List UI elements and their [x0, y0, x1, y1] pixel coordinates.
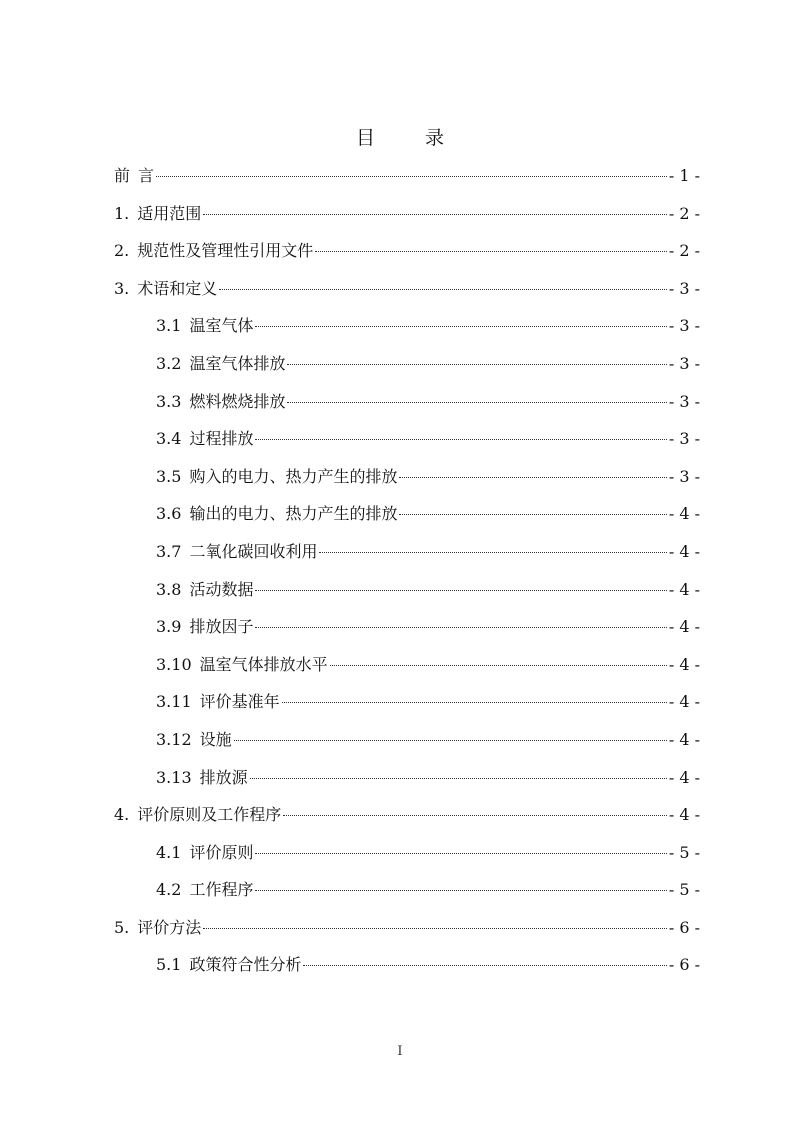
toc-entry[interactable] — [114, 350, 700, 388]
toc-entry-label — [114, 200, 201, 228]
toc-entry-number: 3.12 — [156, 729, 192, 749]
toc-entry-page: - 4 - — [668, 617, 700, 637]
toc-entry-label — [156, 388, 285, 416]
toc-entry-text: 温室气体排放 — [189, 353, 286, 373]
dot-leader — [255, 439, 666, 440]
toc-entry-text: 排放源 — [199, 767, 248, 787]
toc-entry-number: 3. — [114, 278, 130, 298]
toc-entry-label — [114, 237, 313, 265]
toc-entry-page: - 4 - — [668, 805, 700, 825]
dot-leader — [319, 552, 666, 553]
toc-entry-label — [156, 312, 253, 340]
toc-entry-label — [156, 651, 328, 679]
dot-leader — [330, 665, 667, 666]
toc-entry-page: - 3 - — [668, 391, 700, 411]
toc-entry-page: - 4 - — [668, 541, 700, 561]
toc-entry-page: - 3 - — [668, 466, 700, 486]
toc-entry-label — [156, 764, 248, 792]
toc-entry-text: 评价基准年 — [199, 692, 280, 712]
dot-leader — [399, 477, 666, 478]
dot-leader — [283, 815, 667, 816]
toc-entry-page: - 2 - — [668, 203, 700, 223]
toc-entry-text: 二氧化碳回收利用 — [189, 541, 318, 561]
dot-leader — [250, 778, 667, 779]
dot-leader — [282, 702, 667, 703]
toc-entry-number: 2. — [114, 241, 130, 261]
toc-entry-page: - 5 - — [668, 880, 700, 900]
toc-entry-label — [156, 425, 253, 453]
toc-entry-page: - 3 - — [668, 429, 700, 449]
toc-entry-page: - 4 - — [668, 579, 700, 599]
toc-entry-label — [156, 726, 232, 754]
dot-leader — [219, 289, 667, 290]
dot-leader — [315, 251, 667, 252]
toc-entry[interactable] — [114, 576, 700, 614]
toc-entry-number: 3.6 — [156, 504, 182, 524]
toc-entry-page: - 1 - — [668, 166, 700, 185]
dot-leader — [287, 402, 666, 403]
toc-entry-number: 3.10 — [156, 654, 192, 674]
dot-leader — [399, 514, 666, 515]
toc-entry-label — [156, 876, 253, 904]
toc-entry-number: 4.1 — [156, 842, 182, 862]
toc-entry-page: - 4 - — [668, 504, 700, 524]
toc-entry-text: 温室气体 — [189, 316, 254, 336]
toc-entry[interactable] — [114, 801, 700, 839]
toc-entry-text: 评价原则 — [189, 842, 254, 862]
toc-entry-text: 工作程序 — [189, 880, 254, 900]
toc-entry-text: 燃料燃烧排放 — [189, 391, 286, 411]
toc-entry-label — [156, 350, 285, 378]
toc-entry-page: - 3 - — [668, 278, 700, 298]
toc-entry-number: 3.13 — [156, 767, 192, 787]
toc-entry[interactable] — [114, 312, 700, 350]
dot-leader — [255, 326, 666, 327]
toc-entry-text: 购入的电力、热力产生的排放 — [189, 466, 398, 486]
toc-entry[interactable] — [114, 237, 700, 275]
toc-entry[interactable] — [114, 876, 700, 914]
toc-entry-label — [156, 463, 397, 491]
dot-leader — [255, 627, 666, 628]
toc-entry-page: - 4 - — [668, 729, 700, 749]
toc-entry-number: 5. — [114, 917, 130, 937]
toc-entry-number: 1. — [114, 203, 130, 223]
toc-entry-page: - 5 - — [668, 842, 700, 862]
toc-entry-label — [156, 688, 280, 716]
toc-entry-page: - 3 - — [668, 353, 700, 373]
dot-leader — [303, 965, 666, 966]
dot-leader — [255, 590, 666, 591]
toc-list — [114, 162, 700, 989]
toc-entry-number: 3.7 — [156, 541, 182, 561]
dot-leader — [255, 853, 666, 854]
toc-entry-label — [156, 613, 253, 641]
toc-entry-number: 3.1 — [156, 316, 182, 336]
toc-entry-text: 评价原则及工作程序 — [137, 805, 282, 825]
toc-entry-label — [114, 162, 154, 190]
toc-entry[interactable] — [114, 613, 700, 651]
toc-entry-number: 3.9 — [156, 617, 182, 637]
toc-entry-page: - 2 - — [668, 241, 700, 261]
toc-entry-label — [156, 500, 397, 528]
toc-entry-number: 5.1 — [156, 955, 182, 975]
toc-entry[interactable] — [114, 538, 700, 576]
toc-entry-label — [156, 839, 253, 867]
toc-entry-label — [114, 801, 281, 829]
toc-entry-page: - 6 - — [668, 917, 700, 937]
toc-entry-text: 言 — [138, 166, 155, 185]
dot-leader — [156, 176, 667, 177]
toc-entry-text: 活动数据 — [189, 579, 254, 599]
toc-entry[interactable] — [114, 839, 700, 877]
toc-entry[interactable] — [114, 500, 700, 538]
toc-entry-number: 3.2 — [156, 353, 182, 373]
dot-leader — [287, 364, 666, 365]
toc-entry-number: 前 — [114, 166, 131, 185]
toc-entry[interactable] — [114, 651, 700, 689]
page-number: I — [397, 1044, 403, 1059]
toc-entry[interactable] — [114, 162, 700, 200]
toc-entry[interactable] — [114, 275, 700, 313]
toc-entry[interactable] — [114, 425, 700, 463]
toc-entry[interactable] — [114, 688, 700, 726]
toc-entry-text: 排放因子 — [189, 617, 254, 637]
toc-entry-number: 3.11 — [156, 692, 192, 712]
toc-entry[interactable] — [114, 463, 700, 501]
toc-entry-label — [114, 275, 217, 303]
dot-leader — [203, 214, 667, 215]
toc-entry-text: 温室气体排放水平 — [199, 654, 328, 674]
toc-entry-page: - 3 - — [668, 316, 700, 336]
toc-title: 目 录 — [355, 127, 467, 149]
toc-entry-label — [156, 576, 253, 604]
toc-entry[interactable] — [114, 914, 700, 952]
toc-entry-number: 3.5 — [156, 466, 182, 486]
toc-entry-page: - 4 - — [668, 654, 700, 674]
toc-entry-number: 3.3 — [156, 391, 182, 411]
toc-entry[interactable] — [114, 200, 700, 238]
toc-entry-text: 政策符合性分析 — [189, 955, 302, 975]
toc-entry-text: 适用范围 — [137, 203, 202, 223]
dot-leader — [234, 740, 667, 741]
toc-entry-page: - 4 - — [668, 692, 700, 712]
toc-entry-text: 规范性及管理性引用文件 — [137, 241, 314, 261]
dot-leader — [255, 890, 666, 891]
toc-entry-text: 评价方法 — [137, 917, 202, 937]
toc-entry-label — [114, 914, 201, 942]
toc-entry-number: 4.2 — [156, 880, 182, 900]
toc-entry-label — [156, 538, 317, 566]
toc-entry-number: 4. — [114, 805, 130, 825]
toc-entry-number: 3.8 — [156, 579, 182, 599]
toc-entry-number: 3.4 — [156, 429, 182, 449]
toc-entry-text: 输出的电力、热力产生的排放 — [189, 504, 398, 524]
toc-entry-label — [156, 951, 301, 979]
toc-entry[interactable] — [114, 764, 700, 802]
toc-entry[interactable] — [114, 951, 700, 989]
toc-entry-text: 设施 — [199, 729, 232, 749]
toc-entry[interactable] — [114, 726, 700, 764]
toc-entry[interactable] — [114, 388, 700, 426]
dot-leader — [203, 928, 667, 929]
toc-entry-text: 术语和定义 — [137, 278, 218, 298]
toc-entry-text: 过程排放 — [189, 429, 254, 449]
toc-entry-page: - 6 - — [668, 955, 700, 975]
toc-entry-page: - 4 - — [668, 767, 700, 787]
